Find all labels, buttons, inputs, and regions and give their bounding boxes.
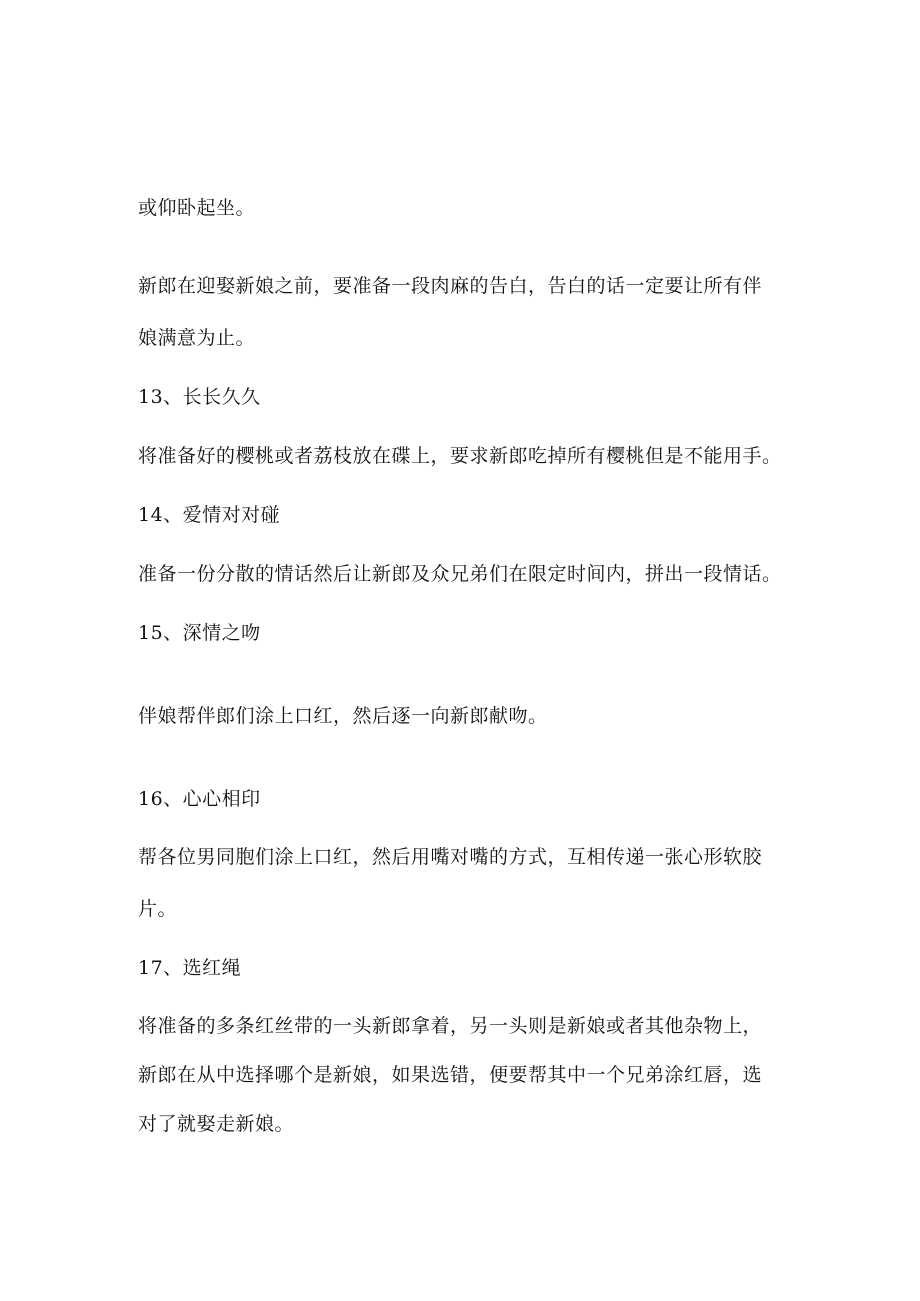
paragraph-line: 新郎在从中选择哪个是新娘，如果选错，便要帮其中一个兄弟涂红唇，选 (138, 1064, 763, 1086)
paragraph-line: 或仰卧起坐。 (138, 197, 256, 219)
paragraph-line: 将准备的多条红丝带的一头新郎拿着，另一头则是新娘或者其他杂物上， (138, 1015, 763, 1037)
section-heading: 14、爱情对对碰 (138, 504, 281, 526)
paragraph-line: 将准备好的樱桃或者荔枝放在碟上，要求新郎吃掉所有樱桃但是不能用手。 (138, 445, 782, 467)
section-heading: 15、深情之吻 (138, 622, 261, 644)
section-heading: 17、选红绳 (138, 957, 242, 979)
paragraph-line: 娘满意为止。 (138, 327, 256, 349)
paragraph-line: 伴娘帮伴郎们涂上口红，然后逐一向新郎献吻。 (138, 705, 548, 727)
section-heading: 16、心心相印 (138, 788, 261, 810)
paragraph-line: 新郎在迎娶新娘之前，要准备一段肉麻的告白，告白的话一定要让所有伴 (138, 275, 763, 297)
paragraph-line: 对了就娶走新娘。 (138, 1113, 295, 1135)
paragraph-line: 帮各位男同胞们涂上口红，然后用嘴对嘴的方式，互相传递一张心形软胶 (138, 846, 763, 868)
paragraph-line: 准备一份分散的情话然后让新郎及众兄弟们在限定时间内，拼出一段情话。 (138, 563, 782, 585)
paragraph-line: 片。 (138, 898, 178, 920)
section-heading: 13、长长久久 (138, 386, 261, 408)
